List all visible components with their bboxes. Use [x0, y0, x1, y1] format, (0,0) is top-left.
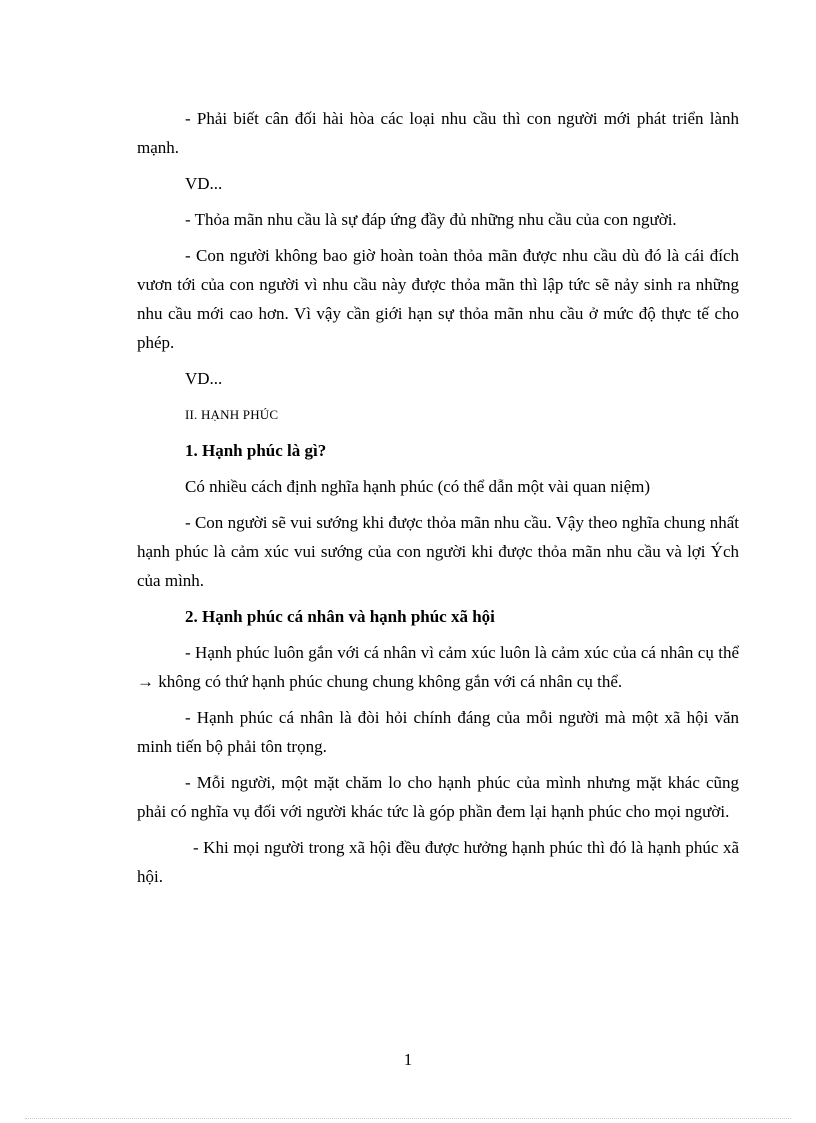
paragraph-individual: - Hạnh phúc luôn gắn với cá nhân vì cảm xúc luôn là cảm xúc của cá nhân cụ thể → không có thứ hạnh phúc chung chung không gắn với cá nhân cụ thể. — [137, 643, 739, 691]
subheading-what-is-happiness: 1. Hạnh phúc là gì? — [185, 441, 327, 460]
paragraph-obligation: - Mỗi người, một mặt chăm lo cho hạnh phúc của mình nhưng mặt khác cũng phải có nghĩa vụ đối với người khác tức là góp phần đem lại hạnh phúc cho mọi người. — [137, 773, 739, 821]
paragraph-never-satisfied: - Con người không bao giờ hoàn toàn thỏa mãn được nhu cầu dù đó là cái đích vươn tới của con người vì nhu cầu này được thỏa mãn thì lập tức sẽ nảy sinh ra những nhu cầu mới cao hơn. Vì vậy cần giới hạn sự thỏa mãn nhu cầu ở mức độ thực tế cho phép. — [137, 246, 739, 352]
paragraph-balance-needs: - Phải biết cân đối hài hòa các loại nhu cầu thì con người mới phát triển lành mạnh. — [137, 109, 739, 157]
paragraph-example-2: VD... — [185, 369, 223, 388]
paragraph-happiness-definition: - Con người sẽ vui sướng khi được thỏa mãn nhu cầu. Vậy theo nghĩa chung nhất hạnh phúc là cảm xúc vui sướng của con người khi được thỏa mãn nhu cầu và lợi Ých của mình. — [137, 513, 739, 590]
page-number: 1 — [403, 1050, 413, 1069]
paragraph-social-happiness: - Khi mọi người trong xã hội đều được hưởng hạnh phúc thì đó là hạnh phúc xã hội. — [137, 838, 739, 886]
paragraph-example-1: VD... — [185, 174, 223, 193]
paragraph-definitions: Có nhiều cách định nghĩa hạnh phúc (có thể dẫn một vài quan niệm) — [185, 477, 651, 496]
document-body — [137, 104, 739, 898]
paragraph-legitimate-demand: - Hạnh phúc cá nhân là đòi hỏi chính đáng của mỗi người mà một xã hội văn minh tiến bộ phải tôn trọng. — [137, 708, 739, 756]
subheading-individual-social: 2. Hạnh phúc cá nhân và hạnh phúc xã hội — [185, 607, 495, 626]
paragraph-satisfy-needs: - Thỏa mãn nhu cầu là sự đáp ứng đầy đủ những nhu cầu của con người. — [185, 210, 677, 229]
page-bottom-divider — [25, 1118, 791, 1119]
section-heading: II. HẠNH PHÚC — [185, 407, 279, 422]
